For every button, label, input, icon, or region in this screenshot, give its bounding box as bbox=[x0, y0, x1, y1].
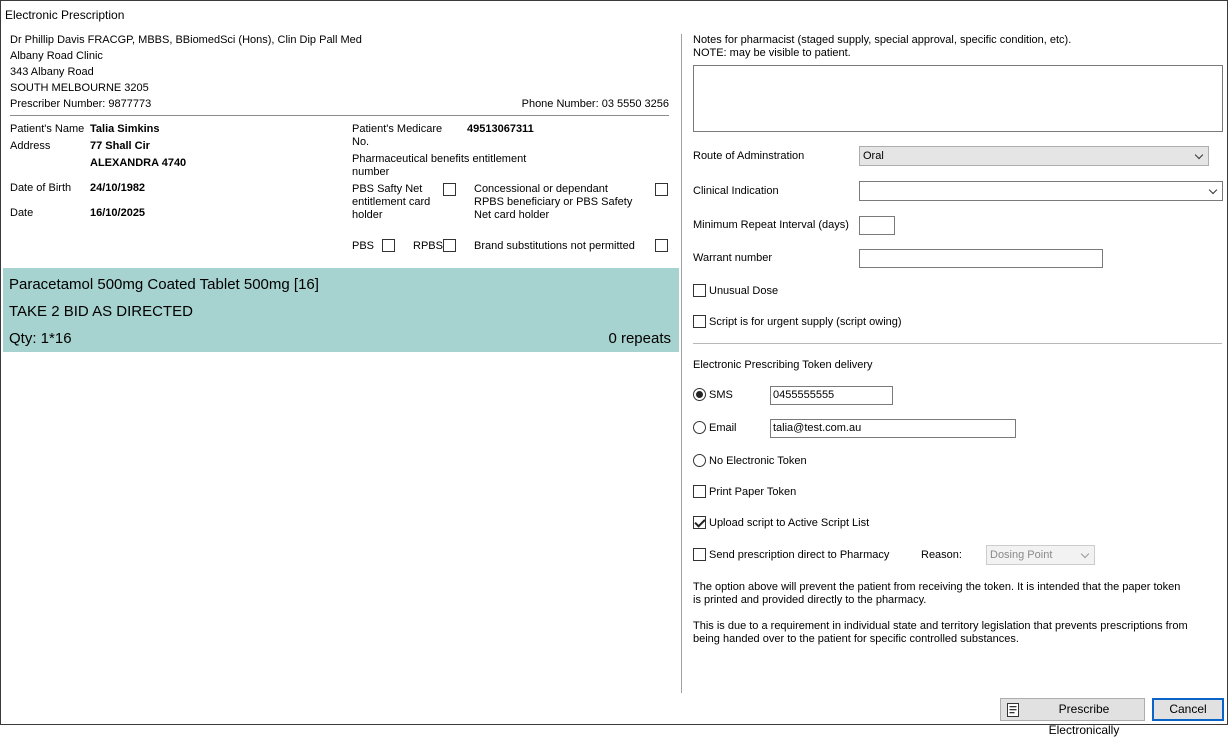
prescriber-number: Prescriber Number: 9877773 bbox=[10, 98, 152, 110]
patient-name: Talia Simkins bbox=[90, 123, 160, 135]
route-value: Oral bbox=[863, 150, 884, 162]
token-heading: Electronic Prescribing Token delivery bbox=[693, 359, 873, 371]
sms-label: SMS bbox=[709, 389, 733, 401]
concessional-checkbox[interactable] bbox=[655, 183, 668, 196]
email-radio[interactable] bbox=[693, 421, 706, 434]
prescriber-phone: Phone Number: 03 5550 3256 bbox=[521, 98, 669, 110]
upload-active-script-checkbox[interactable] bbox=[693, 516, 706, 529]
rpbs-checkbox[interactable] bbox=[443, 239, 456, 252]
medicare-label-2: No. bbox=[352, 136, 370, 148]
upload-active-script-label: Upload script to Active Script List bbox=[709, 517, 870, 529]
medication-quantity: Qty: 1*16 bbox=[9, 330, 72, 347]
no-token-radio[interactable] bbox=[693, 454, 706, 467]
panel-divider bbox=[681, 34, 682, 693]
sms-radio[interactable] bbox=[693, 388, 706, 401]
patient-address-label: Address bbox=[10, 140, 51, 152]
medication-name: Paracetamol 500mg Coated Tablet 500mg [16] bbox=[9, 276, 319, 293]
patient-name-label: Patient's Name bbox=[10, 123, 85, 135]
pbs-safety-checkbox[interactable] bbox=[443, 183, 456, 196]
print-paper-token-label: Print Paper Token bbox=[709, 486, 797, 498]
patient-address-line1: 77 Shall Cir bbox=[90, 140, 150, 152]
medication-repeats: 0 repeats bbox=[608, 330, 671, 347]
chevron-down-icon bbox=[1209, 186, 1217, 194]
info-text-2-line2: being handed over to the patient for specific controlled substances. bbox=[693, 633, 1019, 645]
prescriber-name: Dr Phillip Davis FRACGP, MBBS, BBiomedSci (Hons), Clin Dip Pall Med bbox=[10, 34, 362, 46]
chevron-down-icon bbox=[1081, 550, 1089, 558]
pbs-safety-label-3: holder bbox=[352, 209, 383, 221]
brand-substitution-label: Brand substitutions not permitted bbox=[474, 240, 635, 252]
concessional-label-2: RPBS beneficiary or PBS Safety bbox=[474, 196, 633, 208]
medicare-number: 49513067311 bbox=[467, 123, 534, 135]
send-direct-pharmacy-checkbox[interactable] bbox=[693, 548, 706, 561]
repeat-interval-label: Minimum Repeat Interval (days) bbox=[693, 219, 849, 231]
prescriber-suburb: SOUTH MELBOURNE 3205 bbox=[10, 82, 149, 94]
script-date-label: Date bbox=[10, 207, 34, 219]
route-label: Route of Adminstration bbox=[693, 150, 805, 162]
pbs-checkbox[interactable] bbox=[382, 239, 395, 252]
brand-substitution-checkbox[interactable] bbox=[655, 239, 668, 252]
reason-value: Dosing Point bbox=[990, 549, 1053, 561]
rpbs-label: RPBS bbox=[413, 240, 443, 252]
pharmacist-notes-textarea[interactable] bbox=[693, 65, 1223, 132]
reason-select[interactable] bbox=[986, 545, 1095, 565]
unusual-dose-checkbox[interactable] bbox=[693, 284, 706, 297]
sms-input[interactable]: 0455555555 bbox=[770, 386, 893, 405]
prescriber-street: 343 Albany Road bbox=[10, 66, 94, 78]
print-paper-token-checkbox[interactable] bbox=[693, 485, 706, 498]
concessional-label-3: Net card holder bbox=[474, 209, 550, 221]
patient-address-line2: ALEXANDRA 4740 bbox=[90, 157, 187, 169]
patient-dob: 24/10/1982 bbox=[90, 182, 146, 194]
prescriber-divider bbox=[10, 115, 669, 116]
prescriber-clinic: Albany Road Clinic bbox=[10, 50, 103, 62]
prescribe-electronically-button[interactable] bbox=[1000, 698, 1145, 737]
pbs-safety-label-2: entitlement card bbox=[352, 196, 431, 208]
notes-label: Notes for pharmacist (staged supply, special approval, specific condition, etc). bbox=[693, 34, 1072, 46]
prescribe-button-label: Prescribe Electronically bbox=[1048, 702, 1120, 737]
email-label: Email bbox=[709, 422, 737, 434]
window-title: Electronic Prescription bbox=[5, 8, 125, 22]
pbe-label-2: number bbox=[352, 166, 390, 178]
unusual-dose-label: Unusual Dose bbox=[709, 285, 779, 297]
warrant-label: Warrant number bbox=[693, 252, 773, 264]
medication-item[interactable] bbox=[3, 268, 679, 352]
prescription-document-icon bbox=[1007, 703, 1019, 717]
info-text-2-line1: This is due to a requirement in individual state and territory legislation that prevents prescriptions from bbox=[693, 620, 1188, 632]
pbs-safety-label-1: PBS Safty Net bbox=[352, 183, 423, 195]
script-date: 16/10/2025 bbox=[90, 207, 146, 219]
cancel-button[interactable]: Cancel bbox=[1152, 698, 1224, 721]
email-input[interactable]: talia@test.com.au bbox=[770, 419, 1016, 438]
concessional-label-1: Concessional or dependant bbox=[474, 183, 608, 195]
pbs-label: PBS bbox=[352, 240, 375, 252]
medication-directions: TAKE 2 BID AS DIRECTED bbox=[9, 303, 193, 320]
chevron-down-icon bbox=[1195, 151, 1203, 159]
pbe-label: Pharmaceutical benefits entitlement bbox=[352, 153, 527, 165]
info-text-1-line1: The option above will prevent the patient from receiving the token. It is intended that the paper token bbox=[693, 581, 1181, 593]
notes-note: NOTE: may be visible to patient. bbox=[693, 47, 851, 59]
clinical-indication-select[interactable] bbox=[859, 181, 1223, 201]
token-divider bbox=[693, 343, 1222, 344]
medicare-label: Patient's Medicare bbox=[352, 123, 443, 135]
repeat-interval-input[interactable] bbox=[859, 216, 895, 235]
warrant-input[interactable] bbox=[859, 249, 1103, 268]
clinical-indication-label: Clinical Indication bbox=[693, 185, 779, 197]
urgent-supply-checkbox[interactable] bbox=[693, 315, 706, 328]
patient-dob-label: Date of Birth bbox=[10, 182, 72, 194]
reason-label: Reason: bbox=[921, 549, 962, 561]
send-direct-pharmacy-label: Send prescription direct to Pharmacy bbox=[709, 549, 890, 561]
info-text-1-line2: is printed and provided directly to the pharmacy. bbox=[693, 594, 927, 606]
no-token-label: No Electronic Token bbox=[709, 455, 807, 467]
urgent-supply-label: Script is for urgent supply (script owing) bbox=[709, 316, 902, 328]
route-select[interactable] bbox=[859, 146, 1209, 166]
